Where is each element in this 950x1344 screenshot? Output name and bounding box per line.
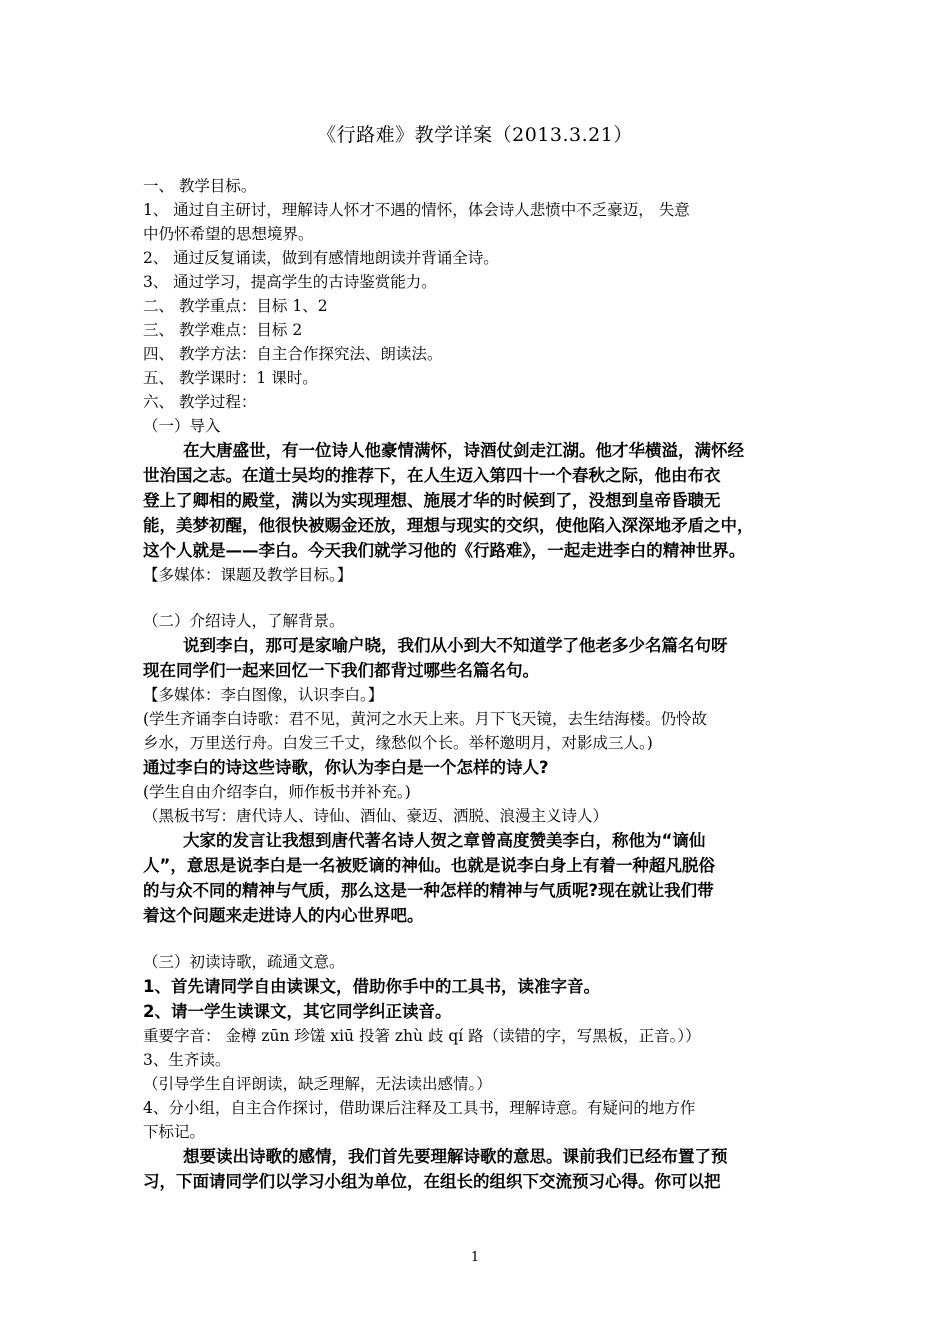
- body-line: 登上了卿相的殿堂，满以为实现理想、施展才华的时候到了，没想到皇帝昏聩无: [143, 491, 721, 510]
- body-line: 习，下面请同学们以学习小组为单位，在组长的组织下交流预习心得。你可以把: [143, 1172, 721, 1191]
- document-title: 《行路难》教学详案（2013.3.21）: [317, 124, 633, 146]
- body-line: 的与众不同的精神与气质，那么这是一种怎样的精神与气质呢?现在就让我们带: [143, 881, 714, 900]
- body-line: 中仍怀希望的思想境界。: [143, 225, 314, 243]
- body-line: 三、 教学难点：目标 2: [143, 321, 303, 339]
- body-line: 4、分小组，自主合作探讨，借助课后注释及工具书，理解诗意。有疑问的地方作: [143, 1099, 696, 1117]
- body-line: 世治国之志。在道士吴均的推荐下，在人生迈入第四十一个春秋之际，他由布衣: [143, 466, 721, 485]
- multimedia-note: 【多媒体：课题及教学目标。】: [143, 566, 353, 584]
- body-line: 四、 教学方法：自主合作探究法、朗读法。: [143, 345, 443, 363]
- multimedia-note: 【多媒体：李白图像，认识李白。】: [143, 686, 384, 704]
- body-line: 这个人就是——李白。今天我们就学习他的《行路难》，一起走进李白的精神世界。: [143, 541, 746, 560]
- body-line: 着这个问题来走进诗人的内心世界吧。: [143, 906, 424, 925]
- body-line: 1、首先请同学自由读课文，借助你手中的工具书，读准字音。: [143, 977, 600, 996]
- section-heading: （二）介绍诗人，了解背景。: [143, 612, 345, 630]
- body-line: 3、生齐读。: [143, 1051, 231, 1069]
- body-line: 大家的发言让我想到唐代著名诗人贺之章曾高度赞美李白，称他为“谪仙: [183, 831, 706, 850]
- body-line: 下标记。: [143, 1123, 206, 1141]
- body-line: (学生自由介绍李白，师作板书并补充。): [143, 783, 411, 801]
- body-line: 想要读出诗歌的感情，我们首先要理解诗歌的意思。课前我们已经布置了预: [183, 1147, 728, 1166]
- blank-line: [143, 587, 813, 609]
- section-heading: （三）初读诗歌，疏通文意。: [143, 953, 345, 971]
- body-line: 六、 教学过程：: [143, 393, 257, 411]
- body-line: 在大唐盛世，有一位诗人他豪情满怀，诗酒仗剑走江湖。他才华横溢，满怀经: [183, 441, 744, 460]
- body-line: 通过李白的诗这些诗歌，你认为李白是一个怎样的诗人?: [143, 758, 549, 777]
- body-line: 五、 教学课时：1 课时。: [143, 369, 318, 387]
- body-line: 二、 教学重点：目标 1、2: [143, 297, 328, 315]
- body-line: 2、 通过反复诵读，做到有感情地朗读并背诵全诗。: [143, 249, 499, 267]
- body-line: 乡水，万里送行舟。白发三千丈，缘愁似个长。举杯邀明月，对影成三人。): [143, 734, 653, 752]
- body-line: 人”，意思是说李白是一名被贬谪的神仙。也就是说李白身上有着一种超凡脱俗: [143, 856, 715, 875]
- blank-line: [143, 928, 813, 950]
- body-line: 重要字音： 金樽 zūn 珍馐 xiū 投箸 zhù 歧 qí 路（读错的字，写黑板，正音。））: [143, 1027, 701, 1045]
- document-body: [143, 174, 813, 1194]
- body-line: 3、 通过学习，提高学生的古诗鉴赏能力。: [143, 273, 437, 291]
- body-line: （黑板书写：唐代诗人、诗仙、酒仙、豪迈、洒脱、浪漫主义诗人）: [143, 807, 609, 825]
- section-heading: （一）导入: [143, 417, 221, 435]
- body-line: 1、 通过自主研讨，理解诗人怀才不遇的情怀，体会诗人悲愤中不乏豪迈， 失意: [143, 201, 690, 219]
- body-line: (学生齐诵李白诗歌：君不见，黄河之水天上来。月下飞天镜，去生结海楼。仍怜故: [143, 710, 708, 728]
- body-line: 2、请一学生读课文，其它同学纠正读音。: [143, 1002, 452, 1021]
- body-line: 现在同学们一起来回忆一下我们都背过哪些名篇名句。: [143, 661, 539, 680]
- page-number: 1: [470, 1250, 480, 1265]
- body-line: 一、 教学目标。: [143, 177, 257, 195]
- body-line: 说到李白，那可是家喻户晓，我们从小到大不知道学了他老多少名篇名句呀: [183, 636, 728, 655]
- body-line: （引导学生自评朗读，缺乏理解，无法读出感情。）: [143, 1075, 492, 1093]
- body-line: 能，美梦初醒，他很快被赐金还放，理想与现实的交织，使他陷入深深地矛盾之中，: [143, 516, 754, 535]
